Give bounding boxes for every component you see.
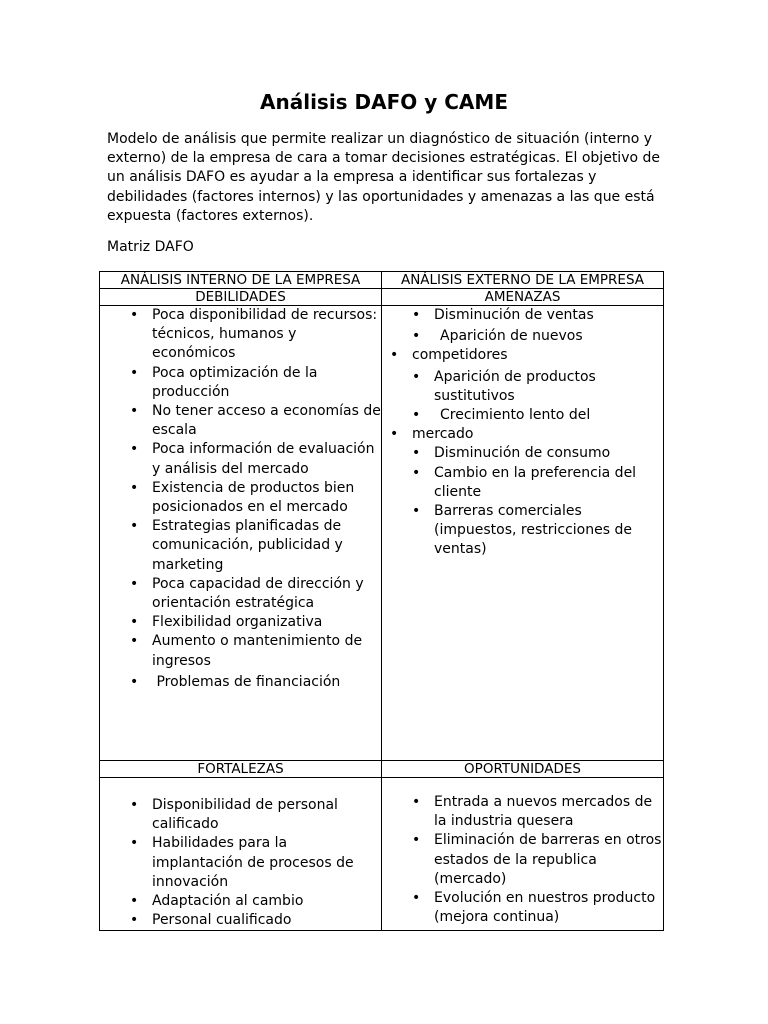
- table-row: [100, 272, 664, 289]
- list-item-line: Aparición de nuevos: [440, 328, 583, 345]
- list-item: • Eliminación de barreras en otros estados de la republica (mercado): [434, 831, 663, 889]
- list-item: • Aumento o mantenimiento de ingresos: [152, 632, 381, 670]
- oportunidades-header: OPORTUNIDADES: [382, 761, 664, 778]
- col-header-internal: ANÁLISIS INTERNO DE LA EMPRESA: [100, 272, 382, 289]
- debilidades-list: [100, 306, 381, 692]
- list-item: [412, 327, 663, 346]
- list-item: • Adaptación al cambio: [152, 892, 381, 911]
- oportunidades-cell: [382, 778, 664, 931]
- amenazas-cell: [382, 306, 664, 761]
- list-item: • Problemas de financiación: [152, 673, 381, 692]
- list-item-continuation: • mercado: [412, 425, 663, 444]
- debilidades-header: DEBILIDADES: [100, 289, 382, 306]
- table-row: [100, 289, 664, 306]
- bullet-glyph: [412, 327, 440, 346]
- matrix-label: Matriz DAFO: [107, 239, 194, 255]
- list-item: • Poca disponibilidad de recursos: técnicos, humanos y económicos: [152, 306, 381, 364]
- table-row: [100, 306, 664, 761]
- list-item: • Habilidades para la implantación de procesos de innovación: [152, 834, 381, 892]
- list-item-continuation: • competidores: [412, 346, 663, 365]
- list-item-line: Crecimiento lento del: [440, 407, 591, 424]
- oportunidades-list: [382, 793, 663, 927]
- fortalezas-cell: [100, 778, 382, 931]
- list-item: • Flexibilidad organizativa: [152, 613, 381, 632]
- list-item: • Poca optimización de la producción: [152, 364, 381, 402]
- list-item: • Cambio en la preferencia del cliente: [434, 464, 663, 502]
- list-item: • Evolución en nuestros producto (mejora continua): [434, 889, 663, 927]
- list-item: • Disminución de ventas: [434, 306, 663, 325]
- dafo-matrix-table: [99, 271, 664, 931]
- list-item: • Poca capacidad de dirección y orientación estratégica: [152, 575, 381, 613]
- bullet-glyph: [412, 406, 440, 425]
- table-row: [100, 761, 664, 778]
- list-item: • Poca información de evaluación y análisis del mercado: [152, 440, 381, 478]
- list-item: • No tener acceso a economías de escala: [152, 402, 381, 440]
- col-header-external: ANÁLISIS EXTERNO DE LA EMPRESA: [382, 272, 664, 289]
- amenazas-list: [382, 306, 663, 560]
- list-item: • Personal cualificado: [152, 911, 381, 930]
- document-title: Análisis DAFO y CAME: [260, 90, 508, 114]
- debilidades-cell: [100, 306, 382, 761]
- list-item: • Disponibilidad de personal calificado: [152, 796, 381, 834]
- fortalezas-header: FORTALEZAS: [100, 761, 382, 778]
- list-item: • Disminución de consumo: [434, 444, 663, 463]
- intro-paragraph: Modelo de análisis que permite realizar un diagnóstico de situación (interno y externo) de la empresa de cara a tomar decisiones estratégicas. El objetivo de un análisis DAFO es ayudar a la empresa a identificar sus fortalezas y debilidades (factores internos) y las oportunidades y amenazas a las que está expuesta (factores externos).: [107, 131, 660, 224]
- list-item: • Entrada a nuevos mercados de la industria quesera: [434, 793, 663, 831]
- amenazas-header: AMENAZAS: [382, 289, 664, 306]
- list-item: • Existencia de productos bien posicionados en el mercado: [152, 479, 381, 517]
- fortalezas-list: [100, 796, 381, 930]
- list-item: • Barreras comerciales (impuestos, restricciones de ventas): [434, 502, 663, 560]
- list-item: [412, 406, 663, 425]
- table-row: [100, 778, 664, 931]
- list-item: • Estrategias planificadas de comunicación, publicidad y marketing: [152, 517, 381, 575]
- list-item: • Aparición de productos sustitutivos: [434, 368, 663, 406]
